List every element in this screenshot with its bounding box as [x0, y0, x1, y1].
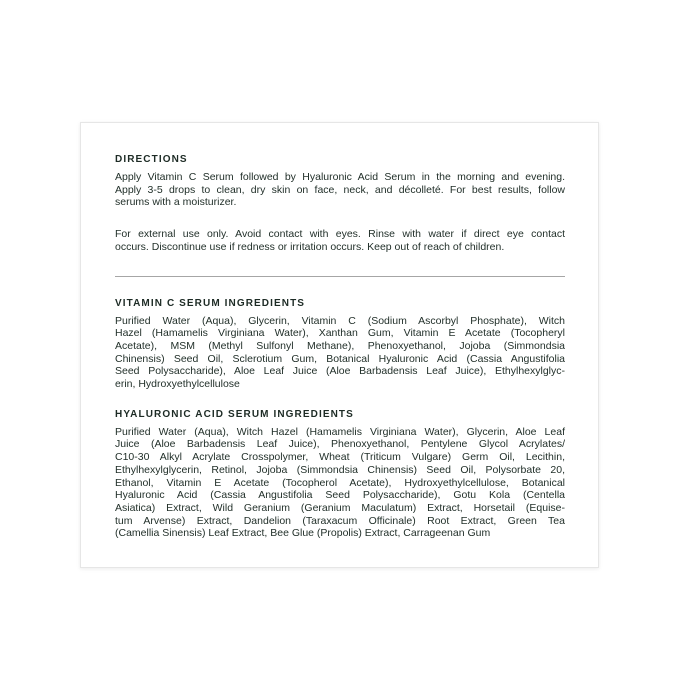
text-line: erin, Hydroxyethylcellulose [115, 378, 240, 391]
vitamin-c-ingredients-section [115, 298, 565, 391]
directions-usage-paragraph [115, 171, 565, 209]
text-line: Ethanol, Vitamin E Acetate (Tocopherol Acetate), Hydroxyethylcellulose, Botanical [115, 476, 565, 489]
text-line: Purified Water (Aqua), Glycerin, Vitamin C (Sodium Ascorbyl Phosphate), Witch [115, 314, 565, 327]
text-line: Ethylhexylglycerin, Retinol, Jojoba (Simmondsia Chinensis) Seed Oil, Polysorbate 20, [115, 463, 565, 476]
text-line: Seed Polysaccharide), Aloe Leaf Juice (Aloe Barbadensis Leaf Juice), Ethylhexylglyc- [115, 365, 565, 378]
hyaluronic-acid-ingredients-section [115, 409, 565, 540]
text-line: Purified Water (Aqua), Witch Hazel (Hamamelis Virginiana Water), Glycerin, Aloe Leaf [115, 425, 565, 438]
text-line: Apply Vitamin C Serum followed by Hyaluronic Acid Serum in the morning and evening. [115, 171, 565, 183]
product-label-card [80, 122, 599, 568]
text-line: serums with a moisturizer. [115, 196, 237, 209]
directions-section [115, 154, 565, 254]
text-line: tum Arvense) Extract, Dandelion (Taraxacum Officinale) Root Extract, Green Tea [115, 514, 565, 527]
hyaluronic-acid-ingredients-paragraph [115, 426, 565, 540]
vitamin-c-ingredients-paragraph [115, 315, 565, 391]
text-line: (Camellia Sinensis) Leaf Extract, Bee Glue (Propolis) Extract, Carrageenan Gum [115, 527, 491, 540]
text-line: C10-30 Alkyl Acrylate Crosspolymer, Wheat (Triticum Vulgare) Germ Oil, Lecithin, [115, 451, 565, 464]
vitamin-c-ingredients-heading: VITAMIN C SERUM INGREDIENTS [115, 297, 306, 309]
text-line: For external use only. Avoid contact with eyes. Rinse with water if direct eye contact [115, 228, 565, 241]
text-line: Asiatica) Extract, Wild Geranium (Geranium Maculatum) Extract, Horsetail (Equise- [115, 501, 565, 514]
text-line: Acetate), MSM (Methyl Sulfonyl Methane), Phenoxyethanol, Jojoba (Simmondsia [115, 339, 565, 352]
text-line: Hazel (Hamamelis Virginiana Water), Xanthan Gum, Vitamin E Acetate (Tocopheryl [115, 327, 565, 340]
hyaluronic-acid-ingredients-heading: HYALURONIC ACID SERUM INGREDIENTS [115, 408, 354, 420]
text-line: Apply 3-5 drops to clean, dry skin on face, neck, and décolleté. For best results, follow [115, 183, 565, 196]
directions-warning-paragraph [115, 228, 565, 253]
directions-heading: DIRECTIONS [115, 154, 188, 165]
text-line: occurs. Discontinue use if redness or irritation occurs. Keep out of reach of children. [115, 240, 505, 253]
text-line: Hyaluronic Acid (Cassia Angustifolia Seed Polysaccharide), Gotu Kola (Centella [115, 489, 565, 502]
section-divider [115, 276, 565, 277]
text-line: Chinensis) Seed Oil, Sclerotium Gum, Botanical Hyaluronic Acid (Cassia Angustifolia [115, 352, 565, 365]
text-line: Juice (Aloe Barbadensis Leaf Juice), Phenoxyethanol, Pentylene Glycol Acrylates/ [115, 438, 565, 451]
